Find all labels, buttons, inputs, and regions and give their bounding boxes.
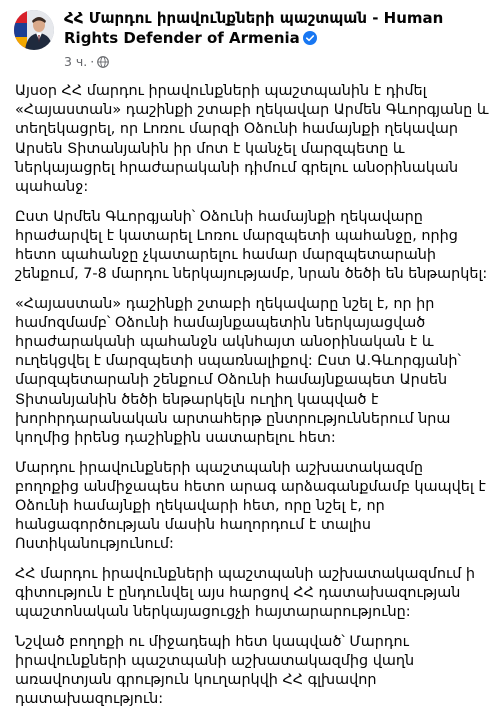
post-meta	[64, 54, 109, 70]
post-body	[15, 82, 491, 720]
post-paragraph: ՀՀ մարդու իրավունքների պաշտպանի աշխատակազմում ի գիտություն է ընդունվել այս հարցով ՀՀ դատախազության պաշտոնական ներկայացուցչի հայտարարությունը:	[15, 565, 476, 621]
page-name-text[interactable]: ՀՀ Մարդու իրավունքների պաշտպան - Human Rights Defender of Armenia	[64, 9, 444, 47]
post-timestamp[interactable]: 3 ч.	[64, 54, 88, 69]
post-paragraph: «Հայաստան» դաշինքի շտաբի ղեկավարը նշել է, որ իր համոզմամբ՝ Օձունի համայնքապետին ներկայացված հրաժարականի պահանջն ակնհայտ անօրինական է և ուղեկցվել է մարզպետի սպառնալիքով: Ըստ Ա.Գևորգյանի՝ մարզպետարանի շենքում Օձունի համայնքապետ Արսեն Տիտանյանին ծեծի ենթարկելն ուղիղ կապված է խորհրդարանական արտահերթ ընտրություններում նրա կողմից իրենց դաշինքին սատարելու հետ:	[15, 295, 461, 447]
verified-badge-icon	[303, 31, 317, 45]
post-paragraph: Այսօր ՀՀ մարդու իրավունքների պաշտպանին է դիմել «Հայաստան» դաշինքի շտաբի ղեկավար Արմեն Գևորգյանը և տեղեկացրել, որ Լոռու մարզի Օձունի համայնքի ղեկավար Արսեն Տիտանյանին իր մոտ է կանչել մարզպետը և ներկայացրել հրաժարականի դիմում գրելու անօրինական պահանջ:	[15, 83, 489, 196]
post-header	[14, 8, 486, 70]
page-avatar[interactable]	[14, 10, 54, 50]
globe-icon[interactable]	[97, 56, 109, 68]
page-name[interactable]	[64, 8, 484, 48]
post-paragraph: Նշված բողոքի ու միջադեպի հետ կապված՝ Մարդու իրավունքների պաշտպանի աշխատակազմից վաղն առավոտյան գրություն կուղարկվի ՀՀ գլխավոր դատախազություն:	[15, 633, 415, 708]
meta-separator: ·	[90, 54, 95, 69]
post-paragraph: Ըստ Արմեն Գևորգյանի՝ Օձունի համայնքի ղեկավարը հրաժարվել է կատարել Լոռու մարզպետի պահանջը, որից հետո պահանջը չկատարելու համար մարզպետարանի շենքում, 7-8 մարդու ներկայությամբ, նրան ծեծի են ենթարկել:	[15, 208, 488, 283]
profile-photo-icon	[14, 10, 54, 50]
post-paragraph: Մարդու իրավունքների պաշտպանի աշխատակազմը բողոքից անմիջապես հետո արագ արձագանքմամբ կապվել է Օձունի համայնքի ղեկավարի հետ, որը նշել է, որ հանցագործության մասին հաղորդում է տալիս Ոստիկանությունում:	[15, 459, 486, 553]
